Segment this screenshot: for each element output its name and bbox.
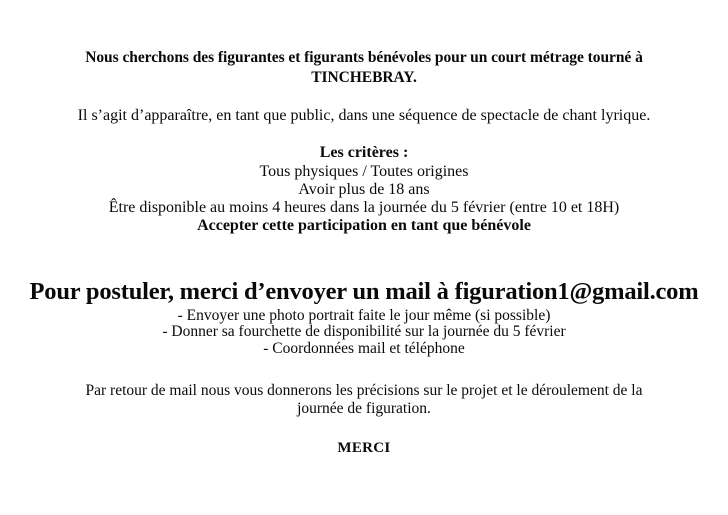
apply-bullet-2: - Donner sa fourchette de disponibilité sur la journée du 5 février [162,323,566,340]
criteria-item-3: Être disponible au moins 4 heures dans la journée du 5 février (entre 10 et 18H) [108,199,620,216]
headline-line-1: Nous cherchons des figurantes et figurants bénévoles pour un court métrage tourné à [85,49,643,66]
intro-line-1: Il s’agit d’apparaître, en tant que public, dans une séquence de spectacle de chant lyrique. [77,107,651,124]
thanks-text: MERCI [337,440,391,456]
criteria-item-2: Avoir plus de 18 ans [298,181,430,198]
apply-bullet-3: - Coordonnées mail et téléphone [263,339,465,357]
closing-paragraph [0,383,728,418]
criteria-block [0,145,728,236]
closing-line-2: journée de figuration. [297,399,431,417]
headline-line-2-location: TINCHEBRAY. [311,68,417,86]
apply-headline-email: Pour postuler, merci d’envoyer un mail à figuration1@gmail.com [29,278,699,305]
apply-bullet-1: - Envoyer une photo portrait faite le jour même (si possible) [177,306,551,324]
intro-paragraph [0,108,728,124]
criteria-item-1: Tous physiques / Toutes origines [259,163,469,180]
apply-block [0,280,728,357]
criteria-item-4-bold: Accepter cette participation en tant que bénévole [197,217,531,234]
closing-line-1: Par retour de mail nous vous donnerons les précisions sur le projet et le déroulement de la [85,382,643,399]
headline-block [0,50,728,85]
criteria-title: Les critères : [319,144,409,161]
thanks-block [0,441,728,456]
